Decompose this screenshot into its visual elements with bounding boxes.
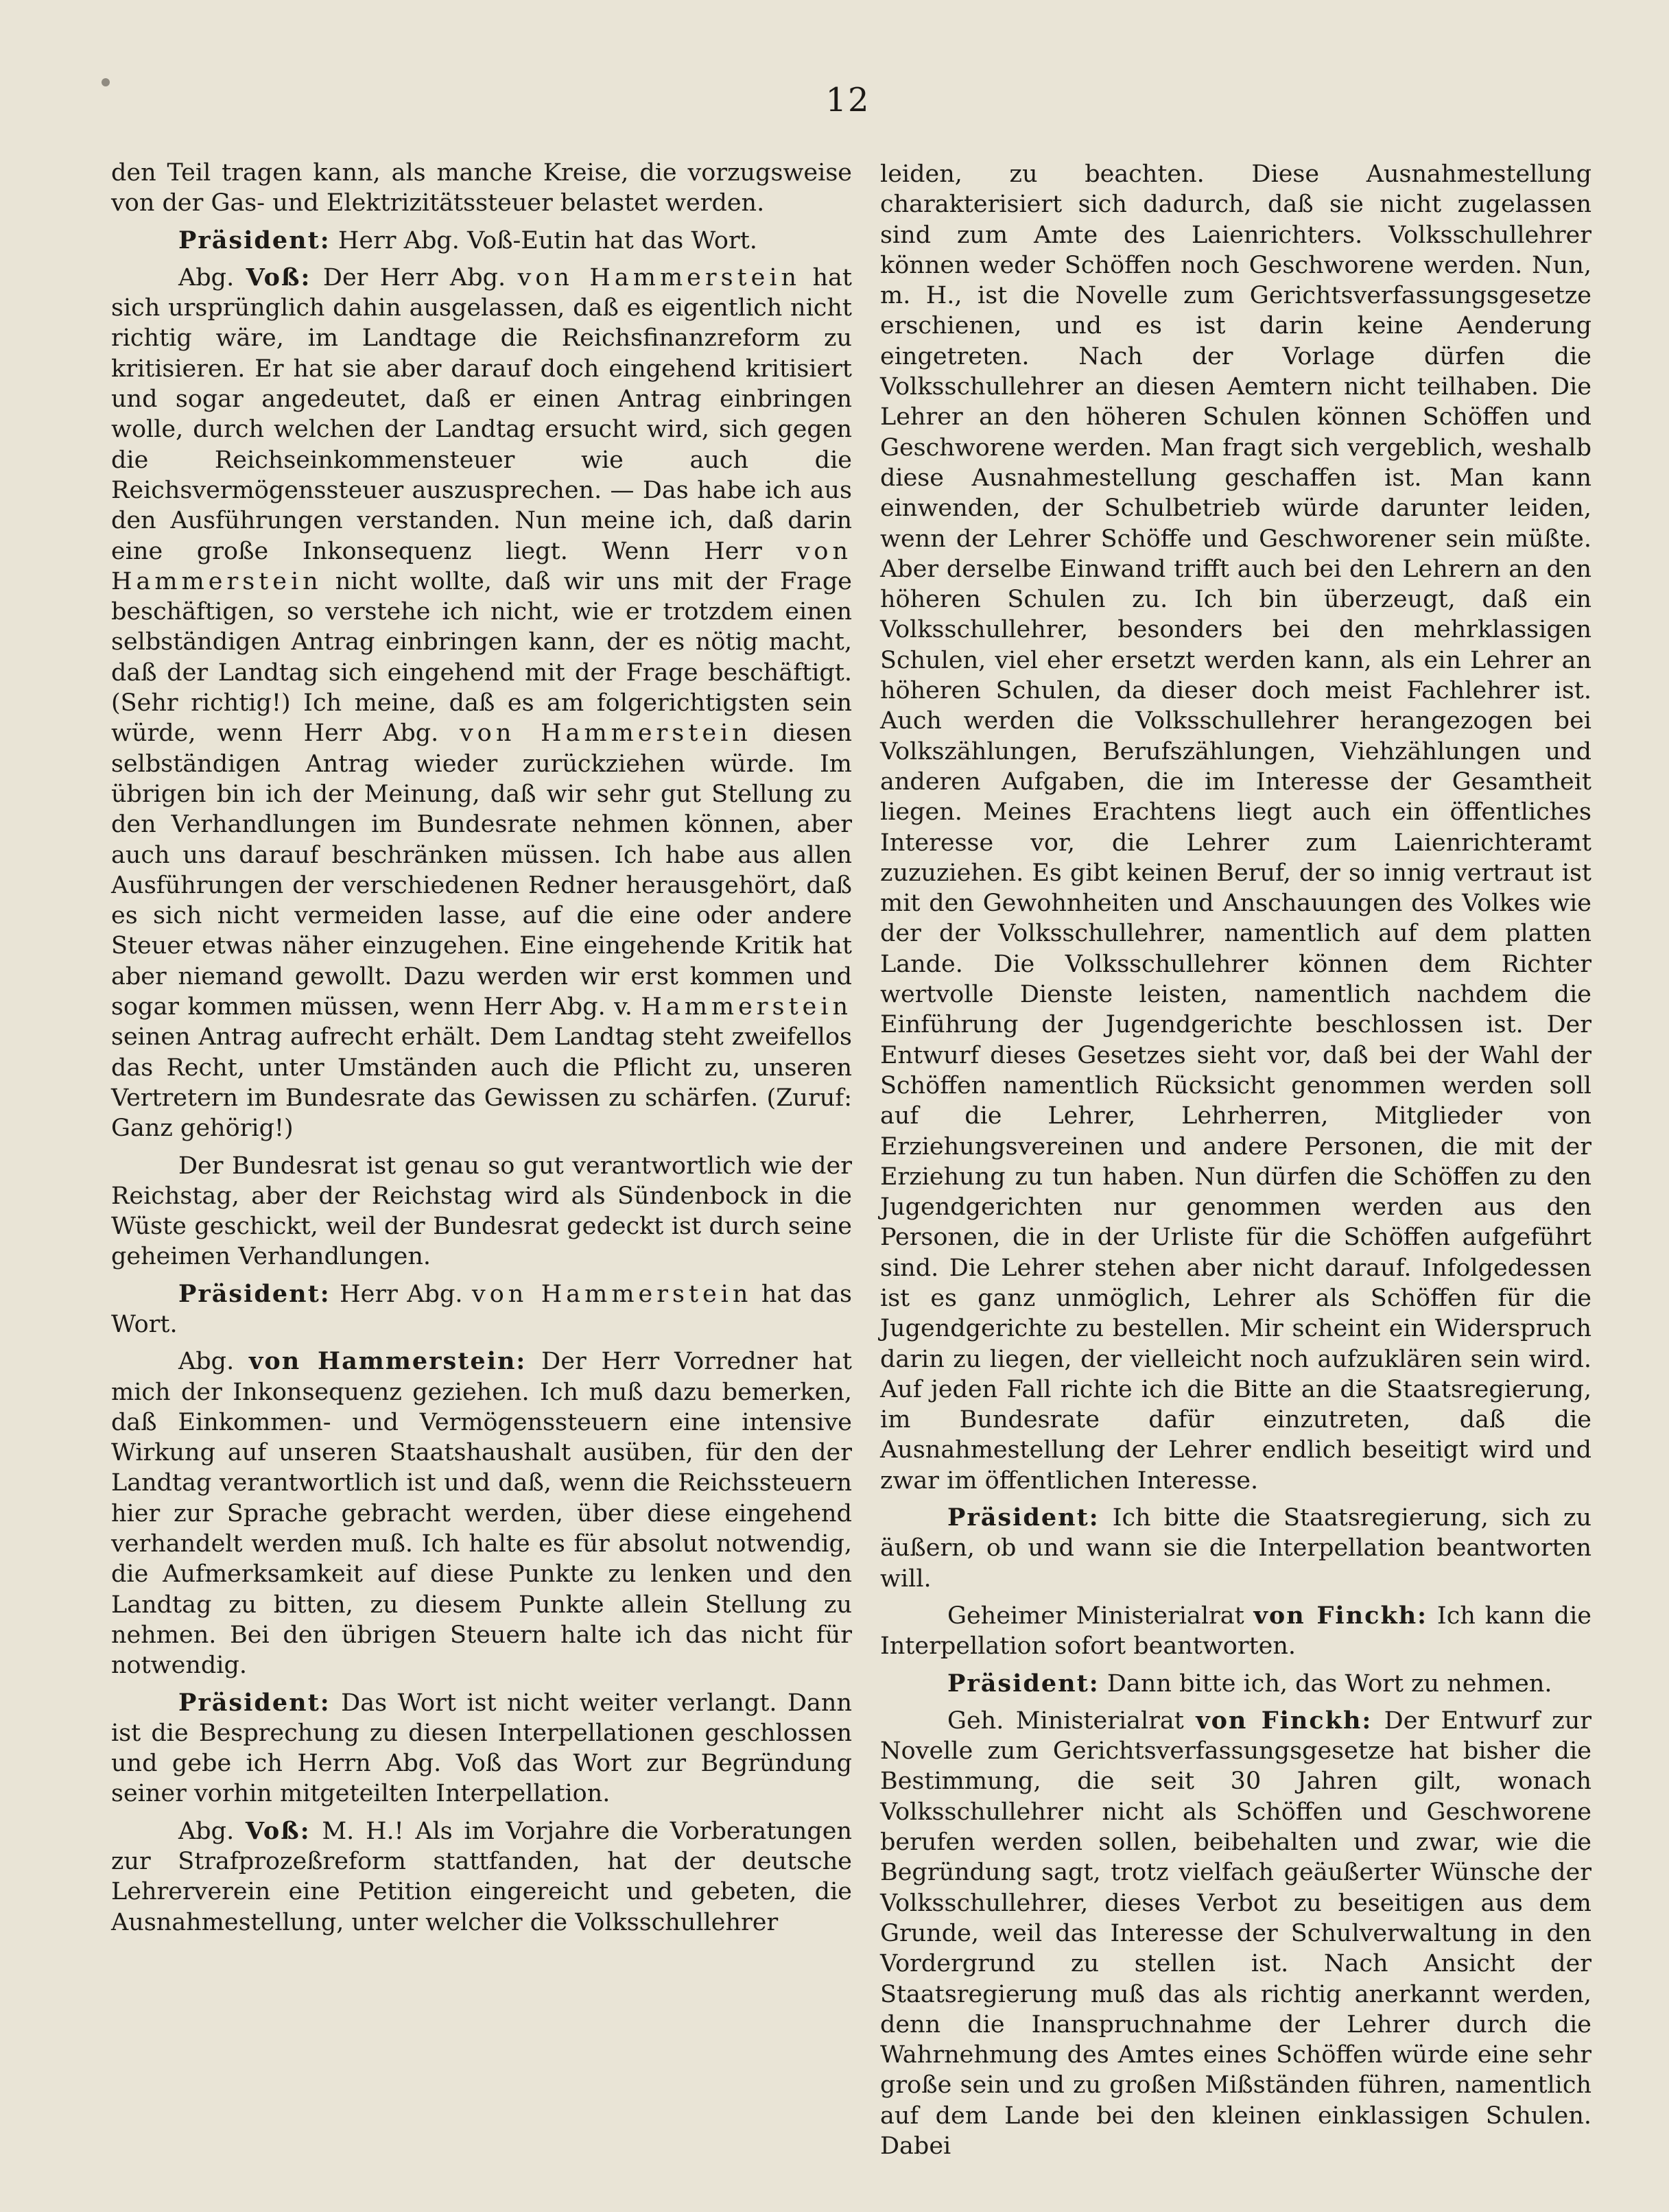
scan-speck (102, 78, 110, 86)
spaced-name: Hammerstein (641, 993, 852, 1021)
speaker-name: Präsident: (178, 1688, 331, 1717)
paragraph (111, 1688, 852, 1809)
page-number: 12 (825, 81, 871, 119)
spaced-name: von Hammerstein (459, 720, 752, 748)
paragraph (111, 263, 852, 1144)
text-run: hat sich ursprünglich dahin ausgelassen, daß es eigentlich nicht richtig wäre, im Landtage die Reichsfinanzreform zu kritisieren. Er hat sie aber darauf doch eingehend kritisiert und sogar angedeutet, daß er einen Antrag einbringen wolle, durch welchen der Landtag ersucht wird, sich gegen die Reichseinkommensteuer wie auch die Reichsvermögenssteuer auszusprechen. — Das habe ich aus den Ausführungen verstanden. Nun meine ich, daß darin eine große Inkonsequenz liegt. Wenn Herr (111, 263, 852, 565)
spaced-name: von Hammerstein (517, 263, 801, 292)
paragraph (111, 1279, 852, 1340)
text-run: M. H.! Als im Vorjahre die Vorberatungen zur Strafprozeßreform stattfanden, hat der deutsche Lehrerverein eine Petition eingereicht und gebeten, die Ausnahmestellung, unter welcher die Volksschullehrer (111, 1817, 853, 1936)
paragraph (111, 226, 852, 256)
text-run: Herr Abg. (330, 1280, 472, 1308)
speaker-name: von Finckh: (1253, 1601, 1428, 1630)
text-run: Der Herr Vorredner hat mich der Inkonsequenz geziehen. Ich muß dazu bemerken, daß Einkommen- und Vermögenssteuern eine intensive Wirkung auf unseren Staatshaushalt ausüben, für den der Landtag verantwortlich ist und daß, wenn die Reichssteuern hier zur Sprache gebracht werden, über diese eingehend verhandelt werden muß. Ich halte es für absolut notwendig, die Aufmerksamkeit auf diese Punkte zu lenken und den Landtag zu bitten, zu diesem Punkte allein Stellung zu nehmen. Bei den übrigen Steuern halte ich das nicht für notwendig. (111, 1348, 852, 1680)
text-run: hat das Wort. (111, 1280, 852, 1338)
text-run: leiden, zu beachten. Diese Ausnahmestellung charakterisiert sich dadurch, daß sie nicht zugelassen sind zum Amte des Laienrichters. Volksschullehrer können weder Schöffen noch Geschworene werden. Nun, m. H., ist die Novelle zum Gerichtsverfassungsgesetze erschienen, und es ist darin keine Aenderung eingetreten. Nach der Vorlage dürfen die Volksschullehrer an diesen Aemtern nicht teilhaben. Die Lehrer an den höheren Schulen können Schöffen und Geschworene werden. Man fragt sich vergeblich, weshalb diese Ausnahmestellung geschaffen ist. Man kann einwenden, der Schulbetrieb würde darunter leiden, wenn der Lehrer Schöffe und Geschworener sein müßte. Aber derselbe Einwand trifft auch bei den Lehrern an den höheren Schulen zu. Ich bin überzeugt, daß ein Volksschullehrer, besonders bei den mehrklassigen Schulen, viel eher ersetzt werden kann, als ein Lehrer an höheren Schulen, da dieser doch meist Fachlehrer ist. Auch werden die Volksschullehrer herangezogen bei Volkszählungen, Berufszählungen, Viehzählungen und anderen Aufgaben, die im Interesse der Gesamtheit liegen. Meines Erachtens liegt auch ein öffentliches Interesse vor, die Lehrer zum Laienrichteramt zuzuziehen. Es gibt keinen Beruf, der so innig vertraut ist mit den Gewohnheiten und Anschauungen des Volkes wie der der Volksschullehrer, namentlich auf dem platten Lande. Die Volksschullehrer können dem Richter wertvolle Dienste leisten, namentlich nachdem die Einführung der Jugendgerichte beschlossen ist. Der Entwurf dieses Gesetzes sieht vor, daß bei der Wahl der Schöffen namentlich Rücksicht genommen werden soll auf die Lehrer, Lehrherren, Mitglieder von Erziehungsvereinen und andere Personen, die mit der Erziehung zu tun haben. Nun dürfen die Schöffen zu den Jugendgerichten nur genommen werden aus den Personen, die in der Urliste für die Schöffen aufgeführt sind. Die Lehrer stehen aber nicht darauf. Infolgedessen ist es ganz unmöglich, Lehrer als Schöffen für die Jugendgerichte zu bestellen. Mir scheint ein Widerspruch darin zu liegen, der vielleicht noch aufzuklären sein wird. Auf jeden Fall richte ich die Bitte an die Staatsregierung, im Bundesrate dafür einzutreten, daß die Ausnahmestellung der Lehrer endlich beseitigt wird und zwar im öffentlichen Interesse. (880, 160, 1591, 1495)
paragraph (880, 1601, 1591, 1662)
text-run: Der Herr Abg. (311, 263, 518, 292)
speaker-name: Präsident: (947, 1669, 1100, 1698)
text-run: seinen Antrag aufrecht erhält. Dem Landtag steht zweifellos das Recht, unter Umständen auch die Pflicht zu, unseren Vertretern im Bundesrate das Gewissen zu schärfen. (Zuruf: Ganz gehörig!) (111, 1023, 852, 1143)
text-run: Herr Abg. Voß-Eutin hat das Wort. (330, 226, 757, 254)
paragraph (111, 1816, 852, 1938)
text-run: Dann bitte ich, das Wort zu nehmen. (1099, 1669, 1552, 1698)
paragraph (880, 1669, 1591, 1699)
text-run: Ich bitte die Staatsregierung, sich zu äußern, ob und wann sie die Interpellation beantworten will. (880, 1504, 1591, 1593)
speaker-name: von Finckh: (1196, 1706, 1373, 1735)
text-run: Geheimer Ministerialrat (947, 1602, 1254, 1630)
speaker-name: Voß: (246, 263, 311, 292)
text-run: Der Bundesrat ist genau so gut verantwortlich wie der Reichstag, aber der Reichstag wird als Sündenbock in die Wüste geschickt, weil der Bundesrat gedeckt ist durch seine geheimen Verhandlungen. (111, 1152, 852, 1271)
speaker-name: Präsident: (947, 1503, 1100, 1532)
paragraph (111, 1151, 852, 1272)
paragraph (111, 1346, 852, 1680)
speaker-name: Voß: (245, 1816, 311, 1845)
left-column (111, 158, 852, 1938)
text-run: Abg. (178, 1348, 250, 1376)
text-run: Geh. Ministerialrat (947, 1706, 1196, 1735)
paragraph (880, 1706, 1591, 2161)
speaker-name: von Hammerstein: (249, 1347, 527, 1376)
text-run: Abg. (178, 263, 246, 292)
spaced-name: von Hammerstein (111, 537, 852, 595)
text-run: nicht wollte, daß wir uns mit der Frage beschäftigen, so verstehe ich nicht, wie er trotzdem einen selbständigen Antrag einbringen kann, der es nötig macht, daß der Landtag sich eingehend mit der Frage beschäftigt. (Sehr richtig!) Ich meine, daß es am folgerichtigsten sein würde, wenn Herr Abg. (111, 567, 852, 748)
text-run: Ich kann die Interpellation sofort beantworten. (880, 1602, 1591, 1661)
text-run: Das Wort ist nicht weiter verlangt. Dann ist die Besprechung zu diesen Interpellationen geschlossen und gebe ich Herrn Abg. Voß das Wort zur Begründung seiner vorhin mitgeteilten Interpellation. (111, 1689, 852, 1808)
paragraph (111, 158, 852, 219)
text-run: den Teil tragen kann, als manche Kreise, die vorzugsweise von der Gas- und Elektrizitätssteuer belastet werden. (111, 159, 852, 217)
text-run: Abg. (178, 1817, 246, 1845)
text-run: diesen selbständigen Antrag wieder zurückziehen würde. Im übrigen bin ich der Meinung, daß wir sehr gut Stellung zu den Verhandlungen im Bundesrate nehmen können, aber auch uns darauf beschränken müssen. Ich habe aus allen Ausführungen der verschiedenen Redner herausgehört, daß es sich nicht vermeiden lasse, auf die eine oder andere Steuer etwas näher einzugehen. Eine eingehende Kritik hat aber niemand gewollt. Dazu werden wir erst kommen und sogar kommen müssen, wenn Herr Abg. v. (111, 720, 853, 1021)
paragraph (880, 159, 1591, 1496)
spaced-name: von Hammerstein (471, 1280, 753, 1308)
right-column (880, 159, 1591, 2161)
paragraph (880, 1503, 1591, 1594)
speaker-name: Präsident: (178, 226, 331, 254)
text-run: Der Entwurf zur Novelle zum Gerichtsverfassungsgesetze hat bisher die Bestimmung, die seit 30 Jahren gilt, wonach Volksschullehrer nicht als Schöffen und Geschworene berufen werden sollen, beibehalten und zwar, wie die Begründung sagt, trotz vielfach geäußerter Wünsche der Volksschullehrer, dieses Verbot zu beseitigen aus dem Grunde, weil das Interesse der Schulverwaltung in den Vordergrund zu stellen ist. Nach Ansicht der Staatsregierung muß das als richtig anerkannt werden, denn die Inanspruchnahme der Lehrer durch die Wahrnehmung des Amtes eines Schöffen würde eine sehr große sein und zu großen Mißständen führen, namentlich auf dem Lande bei den kleinen einklassigen Schulen. Dabei (880, 1706, 1591, 2160)
speaker-name: Präsident: (178, 1279, 331, 1308)
